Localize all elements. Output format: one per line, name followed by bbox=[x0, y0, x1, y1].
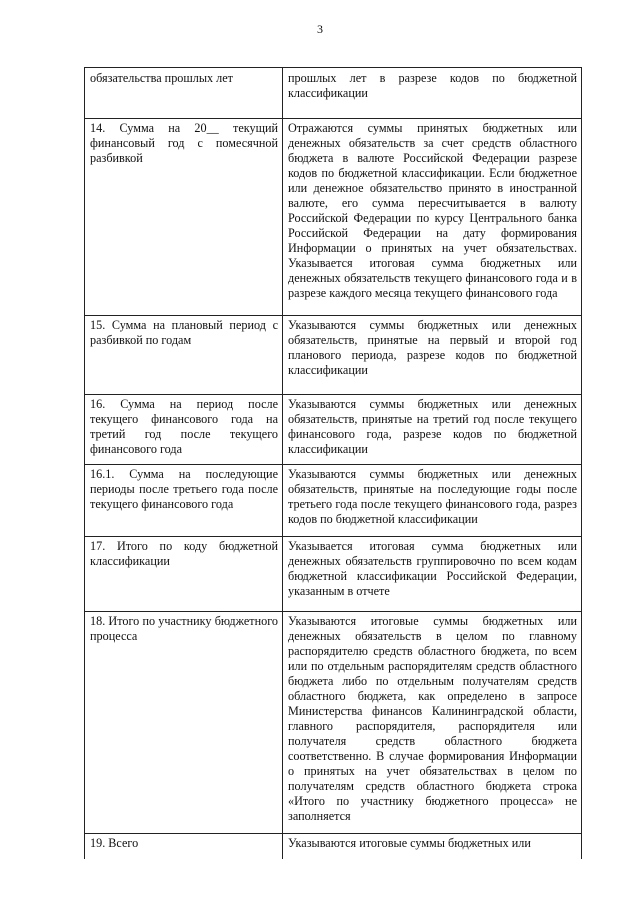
field-description-cell: Указываются суммы бюджетных или денежных обязательств, принятые на последующие годы после третьего года после текущего финансового года, разрез кодов по бюджетной классификации bbox=[283, 465, 582, 537]
table-row bbox=[85, 612, 582, 834]
field-description-cell: прошлых лет в разрезе кодов по бюджетной классификации bbox=[283, 68, 582, 119]
field-name-cell: 18. Итого по участнику бюджетного процесса bbox=[85, 612, 283, 834]
field-description-cell: Указываются суммы бюджетных или денежных обязательств, принятые на первый и второй год планового периода, разрезе кодов по бюджетной классификации bbox=[283, 316, 582, 395]
field-name-cell: 16. Сумма на период после текущего финансового года на третий год после текущего финансового года bbox=[85, 395, 283, 465]
table-row bbox=[85, 316, 582, 395]
field-name-cell: 17. Итого по коду бюджетной классификации bbox=[85, 537, 283, 612]
field-description-cell: Отражаются суммы принятых бюджетных или денежных обязательств за счет средств областного бюджета в валюте Российской Федерации разрезе кодов по бюджетной классификации. Если бюджетное или денежное обязательство принято в иностранной валюте, его сумма пересчитывается в валюту Российской Федерации по курсу Центрального банка Российской Федерации на дату формирования Информации о принятых на учет обязательствах. Указывается итоговая сумма бюджетных или денежных обязательств текущего финансового года и в разрезе каждого месяца текущего финансового года bbox=[283, 119, 582, 316]
field-description-cell: Указываются суммы бюджетных или денежных обязательств, принятые на третий год после текущего финансового года, разрезе кодов по бюджетной классификации bbox=[283, 395, 582, 465]
table-row bbox=[85, 537, 582, 612]
field-name-cell: 19. Всего bbox=[85, 834, 283, 860]
field-description-cell: Указываются итоговые суммы бюджетных или bbox=[283, 834, 582, 860]
instructions-table bbox=[84, 67, 582, 859]
table-row bbox=[85, 395, 582, 465]
field-name-cell: 14. Сумма на 20__ текущий финансовый год с помесячной разбивкой bbox=[85, 119, 283, 316]
page-number: 3 bbox=[317, 22, 323, 36]
table-row bbox=[85, 465, 582, 537]
table-row bbox=[85, 68, 582, 119]
field-name-cell: 16.1. Сумма на последующие периоды после третьего года после текущего финансового года bbox=[85, 465, 283, 537]
field-description-cell: Указывается итоговая сумма бюджетных или денежных обязательств группировочно по всем кодам бюджетной классификации Российской Федерации, указанным в отчете bbox=[283, 537, 582, 612]
field-name-cell: обязательства прошлых лет bbox=[85, 68, 283, 119]
field-description-cell: Указываются итоговые суммы бюджетных или денежных обязательств в целом по главному распорядителю средств областного бюджета, по всем или по отдельным распорядителям средств областного бюджета либо по отдельным получателям средств областного бюджета, как определено в запросе Министерства финансов Калининградской области, главного распорядителя, распорядителя или получателя средств областного бюджета соответственно. В случае формирования Информации о принятых на учет обязательствах в целом по получателям средств областного бюджета строка «Итого по участнику бюджетного процесса» не заполняется bbox=[283, 612, 582, 834]
table-row bbox=[85, 119, 582, 316]
field-name-cell: 15. Сумма на плановый период с разбивкой по годам bbox=[85, 316, 283, 395]
table-row bbox=[85, 834, 582, 860]
